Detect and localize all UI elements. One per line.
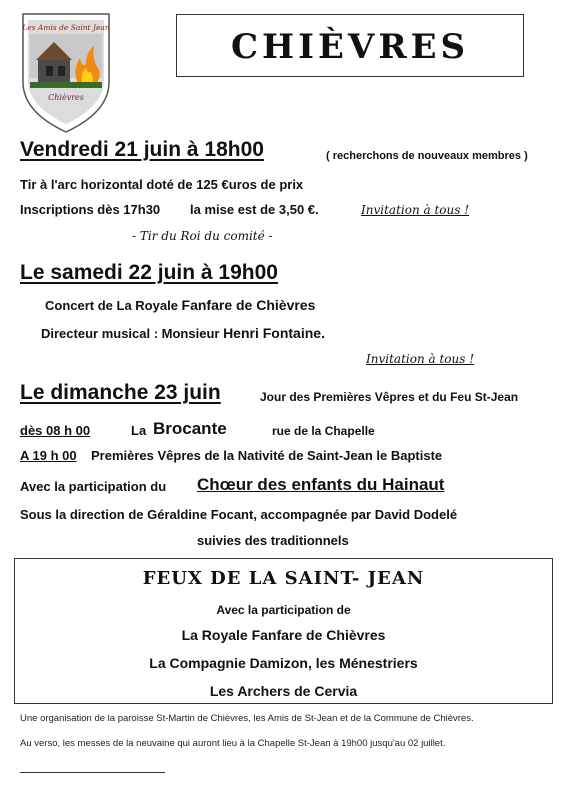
feux-box [14,558,553,704]
concert-fanfare: Fanfare de Chièvres [181,297,316,313]
friday-heading-text: Vendredi 21 juin à 18h00 [20,138,264,161]
saturday-concert [45,297,315,315]
friday-line-2a: Inscriptions dès 17h30 [20,202,161,217]
friday-note: ( recherchons de nouveaux membres ) [326,150,528,162]
sunday-heading-text: Le dimanche 23 juin [20,381,221,404]
shield-top-text: Les Amis de Saint Jean [22,23,110,32]
feux-title: FEUX DE LA SAINT- JEAN [142,568,425,589]
brocante-la: La [131,423,147,438]
sunday-time-2: A 19 h 00 [20,448,77,463]
saturday-heading-text: Le samedi 22 juin à 19h00 [20,261,278,284]
concert-label: Concert de La Royale [45,298,182,313]
brocante-title: Brocante [153,419,227,438]
sunday-direction: Sous la direction de Géraldine Focant, accompagnée par David Dodelé [20,507,458,522]
friday-line-2b: la mise est de 3,50 €. [190,202,319,217]
page-title: CHIÈVRES [230,27,470,67]
saturday-director [41,325,325,343]
friday-line-1: Tir à l'arc horizontal doté de 125 €uros de prix [20,177,304,192]
friday-heading [20,138,264,162]
footer-organisation: Une organisation de la paroisse St-Martin de Chièvres, les Amis de St-Jean et de la Commune de Chièvres. [20,713,474,724]
saturday-heading [20,261,278,285]
saturday-invitation: Invitation à tous ! [366,352,475,366]
feux-line-1: La Royale Fanfare de Chièvres [181,627,386,643]
feux-line-2: La Compagnie Damizon, les Ménestriers [149,655,418,671]
sunday-vepres: Premières Vêpres de la Nativité de Saint-Jean le Baptiste [91,448,443,463]
choir-name: Chœur des enfants du Hainaut [197,475,445,494]
shield-bottom-text: Chièvres [48,93,84,102]
sunday-heading [20,381,221,405]
director-label: Directeur musical : Monsieur [41,326,224,341]
title-box [176,14,524,77]
friday-invitation: Invitation à tous ! [361,203,470,217]
friday-tir-du-roi: - Tir du Roi du comité - [132,229,273,243]
director-name: Henri Fontaine. [223,325,325,341]
footer-verso: Au verso, les messes de la neuvaine qui auront lieu à la Chapelle St-Jean à 19h00 jusqu'au 02 juillet. [20,738,446,749]
sunday-suivies: suivies des traditionnels [197,533,349,548]
sunday-subtitle: Jour des Premières Vêpres et du Feu St-Jean [260,390,519,404]
footer-rule [20,772,165,773]
brocante-location: rue de la Chapelle [272,424,375,438]
sunday-time-1: dès 08 h 00 [20,423,91,438]
feux-participation: Avec la participation de [216,603,351,617]
coat-of-arms-logo [20,12,112,134]
feux-line-3: Les Archers de Cervia [209,683,358,699]
sunday-participation: Avec la participation du [20,479,167,494]
